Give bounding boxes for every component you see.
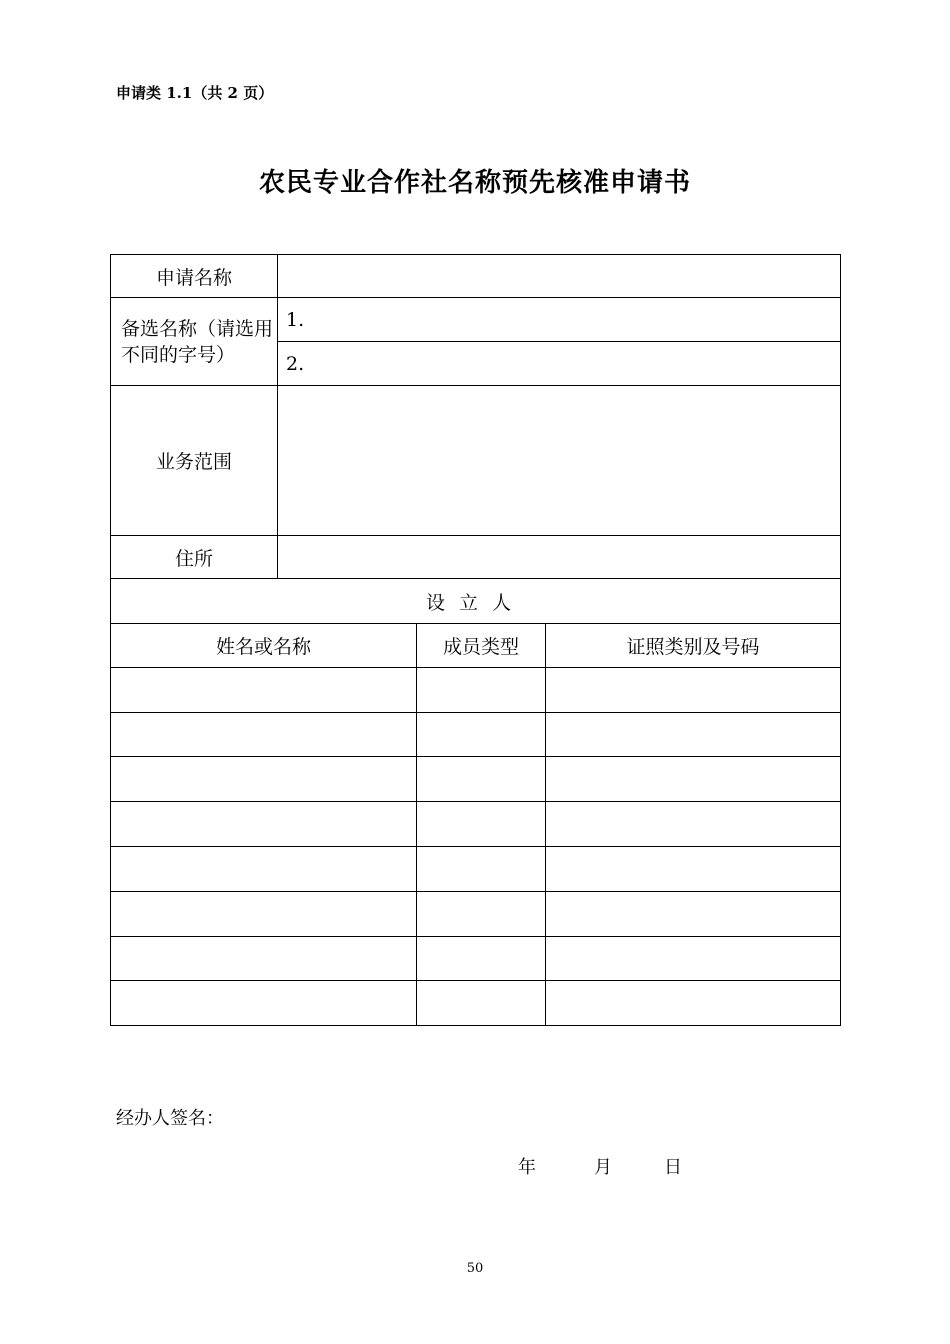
table-row <box>111 668 841 713</box>
name-cell[interactable] <box>111 668 417 713</box>
alt-name-field-2[interactable]: 2. <box>278 342 841 386</box>
date-day-label: 日 <box>664 1157 682 1178</box>
address-label: 住所 <box>111 536 278 579</box>
application-form <box>110 254 841 1026</box>
table-row <box>111 802 841 847</box>
member-type-cell[interactable] <box>417 668 546 713</box>
apply-name-label: 申请名称 <box>111 255 278 298</box>
member-type-cell[interactable] <box>417 713 546 757</box>
name-cell[interactable] <box>111 981 417 1026</box>
id-number-cell[interactable] <box>546 757 841 802</box>
date-month-label: 月 <box>594 1157 612 1178</box>
table-row <box>111 757 841 802</box>
address-field[interactable] <box>278 536 841 579</box>
name-cell[interactable] <box>111 713 417 757</box>
page-number: 50 <box>466 1261 484 1276</box>
id-number-cell[interactable] <box>546 937 841 981</box>
table-row <box>111 892 841 937</box>
scope-label: 业务范围 <box>111 386 278 536</box>
table-row <box>111 847 841 892</box>
name-cell[interactable] <box>111 802 417 847</box>
table-row <box>111 713 841 757</box>
name-cell[interactable] <box>111 757 417 802</box>
scope-field[interactable] <box>278 386 841 536</box>
name-cell[interactable] <box>111 937 417 981</box>
header-note: 申请类 1.1（共 2 页） <box>116 84 274 102</box>
name-cell[interactable] <box>111 847 417 892</box>
date-line <box>518 1153 682 1179</box>
id-number-cell[interactable] <box>546 892 841 937</box>
member-type-cell[interactable] <box>417 892 546 937</box>
date-year-label: 年 <box>518 1157 536 1178</box>
id-number-cell[interactable] <box>546 847 841 892</box>
alt-name-label: 备选名称（请选用不同的字号） <box>111 298 278 386</box>
id-number-cell[interactable] <box>546 802 841 847</box>
table-row <box>111 981 841 1026</box>
member-type-cell[interactable] <box>417 937 546 981</box>
page-title: 农民专业合作社名称预先核准申请书 <box>258 168 691 198</box>
founders-section-header: 设立人 <box>111 579 841 624</box>
handler-signature-label: 经办人签名： <box>116 1108 224 1129</box>
member-type-cell[interactable] <box>417 981 546 1026</box>
member-type-cell[interactable] <box>417 847 546 892</box>
apply-name-field[interactable] <box>278 255 841 298</box>
name-cell[interactable] <box>111 892 417 937</box>
member-type-cell[interactable] <box>417 802 546 847</box>
column-header-name: 姓名或名称 <box>111 624 417 668</box>
table-row <box>111 937 841 981</box>
id-number-cell[interactable] <box>546 713 841 757</box>
column-header-id-number: 证照类别及号码 <box>546 624 841 668</box>
id-number-cell[interactable] <box>546 981 841 1026</box>
alt-name-field-1[interactable]: 1. <box>278 298 841 342</box>
column-header-member-type: 成员类型 <box>417 624 546 668</box>
id-number-cell[interactable] <box>546 668 841 713</box>
member-type-cell[interactable] <box>417 757 546 802</box>
